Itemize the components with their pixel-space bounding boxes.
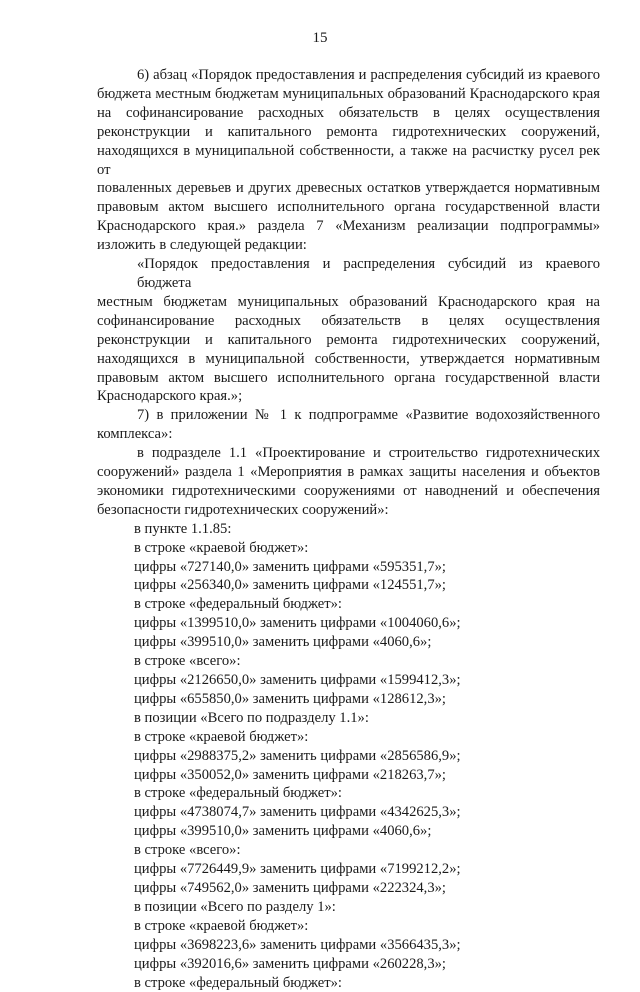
text-line: находящихся в муниципальной собственности, утверждается нормативным bbox=[97, 350, 600, 369]
text-line: цифры «727140,0» заменить цифрами «595351,7»; bbox=[97, 558, 600, 577]
text-line: комплекса»: bbox=[97, 425, 600, 444]
text-line: в позиции «Всего по разделу 1»: bbox=[97, 898, 600, 917]
text-line: безопасности гидротехнических сооружений»: bbox=[97, 501, 600, 520]
text-line: цифры «749562,0» заменить цифрами «222324,3»; bbox=[97, 879, 600, 898]
text-line: Краснодарского края.»; bbox=[97, 387, 600, 406]
text-line: реконструкции и капитального ремонта гидротехнических сооружений, bbox=[97, 331, 600, 350]
text-line: цифры «399510,0» заменить цифрами «4060,6»; bbox=[97, 822, 600, 841]
text-line: цифры «655850,0» заменить цифрами «128612,3»; bbox=[97, 690, 600, 709]
text-line: на софинансирование расходных обязательств в целях осуществления bbox=[97, 104, 600, 123]
text-line: в пункте 1.1.85: bbox=[97, 520, 600, 539]
text-line: цифры «1399510,0» заменить цифрами «1004060,6»; bbox=[97, 614, 600, 633]
text-line: в позиции «Всего по подразделу 1.1»: bbox=[97, 709, 600, 728]
text-line: находящихся в муниципальной собственности, а также на расчистку русел рек от bbox=[97, 142, 600, 180]
text-line: в строке «федеральный бюджет»: bbox=[97, 974, 600, 992]
text-line: цифры «392016,6» заменить цифрами «260228,3»; bbox=[97, 955, 600, 974]
text-line: 6) абзац «Порядок предоставления и распределения субсидий из краевого bbox=[97, 66, 600, 85]
text-line: в строке «федеральный бюджет»: bbox=[97, 784, 600, 803]
text-line: цифры «256340,0» заменить цифрами «124551,7»; bbox=[97, 576, 600, 595]
text-line: 7) в приложении № 1 к подпрограмме «Развитие водохозяйственного bbox=[97, 406, 600, 425]
text-line: цифры «3698223,6» заменить цифрами «3566435,3»; bbox=[97, 936, 600, 955]
text-line: в строке «краевой бюджет»: bbox=[97, 728, 600, 747]
text-line: сооружений» раздела 1 «Мероприятия в рамках защиты населения и объектов bbox=[97, 463, 600, 482]
text-line: местным бюджетам муниципальных образований Краснодарского края на bbox=[97, 293, 600, 312]
text-line: в строке «краевой бюджет»: bbox=[97, 917, 600, 936]
text-line: реконструкции и капитального ремонта гидротехнических сооружений, bbox=[97, 123, 600, 142]
text-line: бюджета местным бюджетам муниципальных образований Краснодарского края bbox=[97, 85, 600, 104]
text-line: в строке «краевой бюджет»: bbox=[97, 539, 600, 558]
document-body bbox=[97, 66, 600, 992]
text-line: цифры «350052,0» заменить цифрами «218263,7»; bbox=[97, 766, 600, 785]
text-line: правовым актом высшего исполнительного органа государственной власти bbox=[97, 198, 600, 217]
text-line: софинансирование расходных обязательств в целях осуществления bbox=[97, 312, 600, 331]
text-line: цифры «7726449,9» заменить цифрами «7199212,2»; bbox=[97, 860, 600, 879]
text-line: «Порядок предоставления и распределения субсидий из краевого бюджета bbox=[97, 255, 600, 293]
text-line: Краснодарского края.» раздела 7 «Механизм реализации подпрограммы» bbox=[97, 217, 600, 236]
text-line: в строке «всего»: bbox=[97, 841, 600, 860]
text-line: в строке «федеральный бюджет»: bbox=[97, 595, 600, 614]
page-number: 15 bbox=[0, 30, 640, 47]
text-line: в подразделе 1.1 «Проектирование и строительство гидротехнических bbox=[97, 444, 600, 463]
text-line: экономики гидротехническими сооружениями от наводнений и обеспечения bbox=[97, 482, 600, 501]
text-line: изложить в следующей редакции: bbox=[97, 236, 600, 255]
text-line: в строке «всего»: bbox=[97, 652, 600, 671]
text-line: цифры «4738074,7» заменить цифрами «4342625,3»; bbox=[97, 803, 600, 822]
text-line: поваленных деревьев и других древесных остатков утверждается нормативным bbox=[97, 179, 600, 198]
text-line: цифры «2126650,0» заменить цифрами «1599412,3»; bbox=[97, 671, 600, 690]
text-line: цифры «2988375,2» заменить цифрами «2856586,9»; bbox=[97, 747, 600, 766]
text-line: правовым актом высшего исполнительного органа государственной власти bbox=[97, 369, 600, 388]
text-line: цифры «399510,0» заменить цифрами «4060,6»; bbox=[97, 633, 600, 652]
